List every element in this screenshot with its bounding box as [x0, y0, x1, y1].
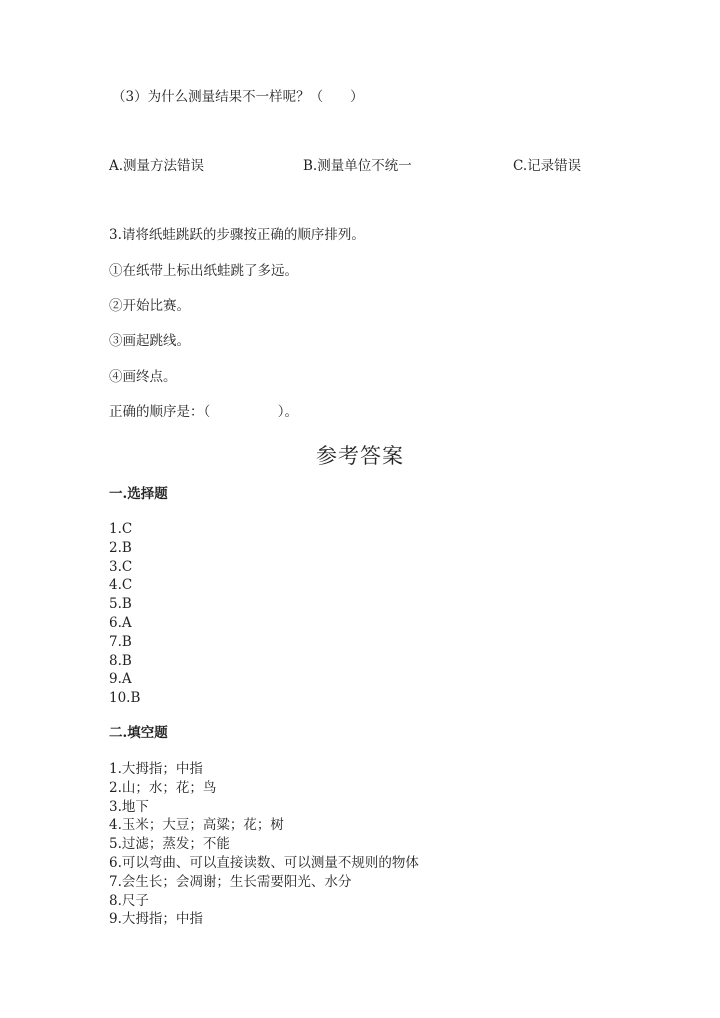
list-item: 6.可以弯曲、可以直接读数、可以测量不规则的物体	[109, 854, 419, 871]
list-item: 4.玉米；大豆；高粱；花；树	[109, 817, 284, 834]
order-step-4: ④画终点。	[109, 369, 177, 385]
list-item: 8.尺子	[109, 892, 149, 909]
order-step-1: ①在纸带上标出纸蛙跳了多远。	[109, 263, 298, 279]
choice-answer-list	[109, 520, 140, 708]
fill-answer-list	[109, 760, 419, 929]
list-item: 9.大拇指；中指	[109, 911, 203, 928]
answer-key-title: 参考答案	[316, 444, 404, 468]
option-c: C.记录错误	[513, 158, 582, 174]
question-3-subquestion: （3）为什么测量结果不一样呢？（ ）	[112, 89, 364, 105]
list-item: 5.过滤；蒸发；不能	[109, 836, 230, 853]
list-item: 6.A	[109, 614, 132, 631]
list-item: 5.B	[109, 596, 132, 613]
list-item: 7.会生长；会凋谢；生长需要阳光、水分	[109, 873, 352, 890]
list-item: 2.山；水；花；鸟	[109, 779, 217, 796]
list-item: 9.A	[109, 671, 132, 688]
list-item: 2.B	[109, 539, 132, 556]
list-item: 4.C	[109, 577, 133, 594]
order-step-3: ③画起跳线。	[109, 333, 190, 349]
list-item: 8.B	[109, 652, 132, 669]
list-item: 1.大拇指；中指	[109, 761, 203, 777]
list-item: 1.C	[109, 521, 133, 537]
section-2-heading: 二.填空题	[109, 725, 168, 741]
list-item: 10.B	[109, 690, 141, 707]
option-a: A.测量方法错误	[109, 158, 205, 174]
option-b: B.测量单位不统一	[303, 158, 412, 174]
list-item: 7.B	[109, 633, 132, 650]
order-step-2: ②开始比赛。	[109, 298, 190, 314]
order-question-prompt: 3.请将纸蛙跳跃的步骤按正确的顺序排列。	[109, 227, 365, 243]
list-item: 3.地下	[109, 798, 149, 815]
order-answer-line: 正确的顺序是：（ ）。	[109, 404, 298, 420]
list-item: 3.C	[109, 558, 133, 575]
section-1-heading: 一.选择题	[109, 486, 168, 502]
